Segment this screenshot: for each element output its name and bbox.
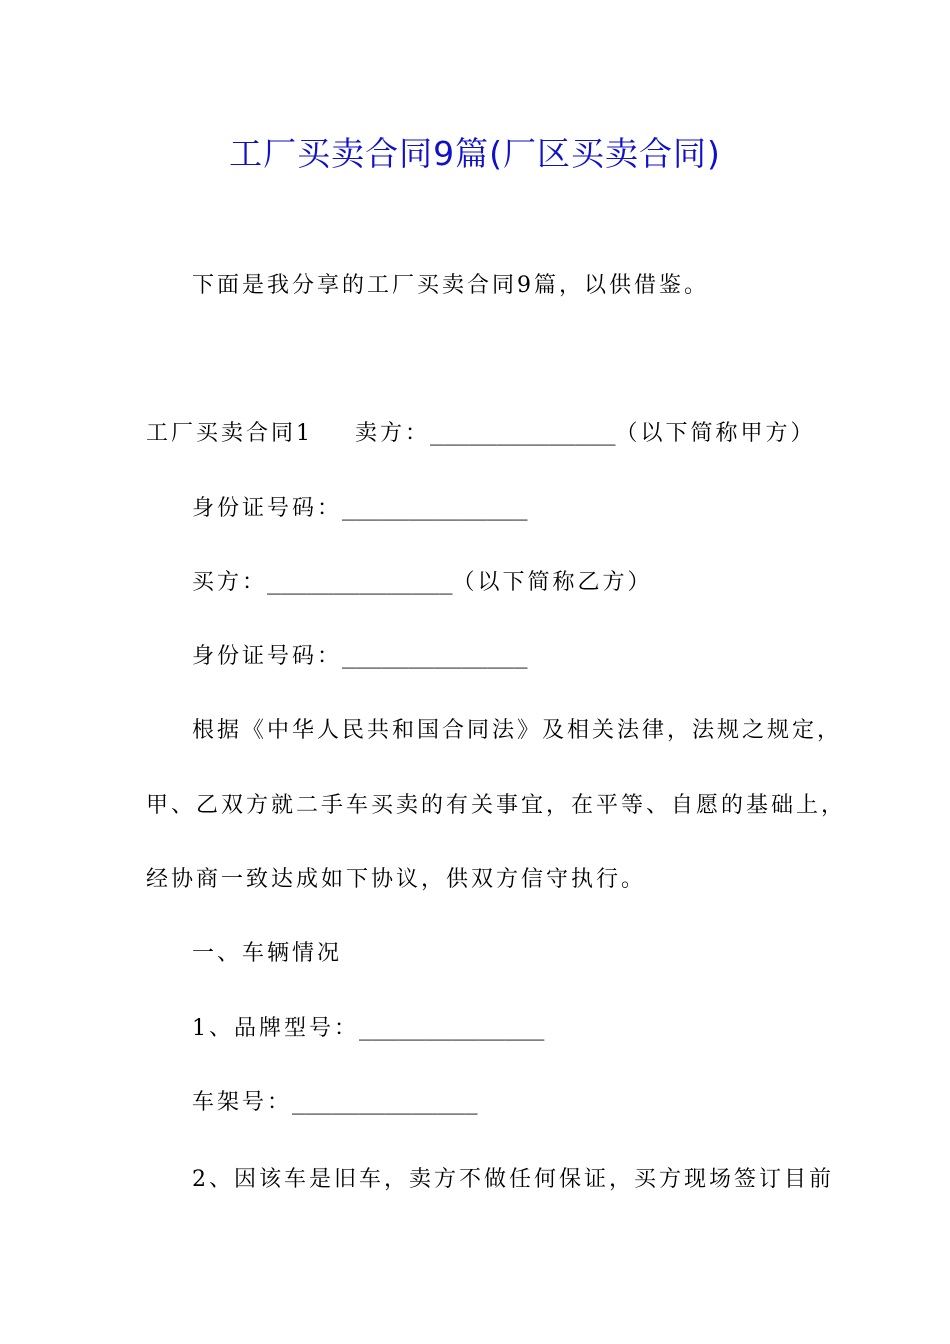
- preamble-line-3: 经协商一致达成如下协议，供双方信守执行。: [146, 867, 647, 892]
- buyer-id-field: ______________: [342, 644, 528, 669]
- brand-model-line: [192, 1009, 544, 1049]
- intro-paragraph: 下面是我分享的工厂买卖合同9篇，以供借鉴。: [192, 273, 709, 298]
- frame-number-field: ______________: [292, 1090, 478, 1115]
- buyer-id-label: 身份证号码：: [192, 644, 343, 669]
- buyer-name-field: ______________: [267, 570, 453, 595]
- frame-number-line: [192, 1083, 477, 1123]
- contract-heading: 工厂买卖合同1: [146, 421, 313, 446]
- section-1-heading: 一、车辆情况: [192, 941, 343, 966]
- brand-model-field: ______________: [359, 1016, 545, 1041]
- frame-number-label: 车架号：: [192, 1090, 293, 1115]
- buyer-id-line: [192, 637, 527, 677]
- seller-id-line: [192, 489, 527, 529]
- preamble-line-2: 甲、乙双方就二手车买卖的有关事宜，在平等、自愿的基础上，: [146, 793, 847, 818]
- seller-label: 卖方：: [355, 421, 431, 446]
- seller-name-field: ______________: [430, 421, 616, 446]
- buyer-label: 买方：: [192, 570, 268, 595]
- buyer-suffix: （以下简称乙方）: [452, 570, 653, 595]
- brand-model-label: 1、品牌型号：: [192, 1016, 359, 1041]
- seller-id-label: 身份证号码：: [192, 496, 343, 521]
- seller-suffix: （以下简称甲方）: [615, 421, 816, 446]
- clause-2-line-1: 2、因该车是旧车，卖方不做任何保证，买方现场签订目前: [192, 1167, 834, 1192]
- preamble-line-1: 根据《中华人民共和国合同法》及相关法律，法规之规定，: [192, 718, 843, 743]
- buyer-line: [192, 563, 652, 603]
- seller-id-field: ______________: [342, 496, 528, 521]
- document-title: 工厂买卖合同9篇(厂区买卖合同): [229, 134, 721, 173]
- seller-line: [146, 414, 815, 454]
